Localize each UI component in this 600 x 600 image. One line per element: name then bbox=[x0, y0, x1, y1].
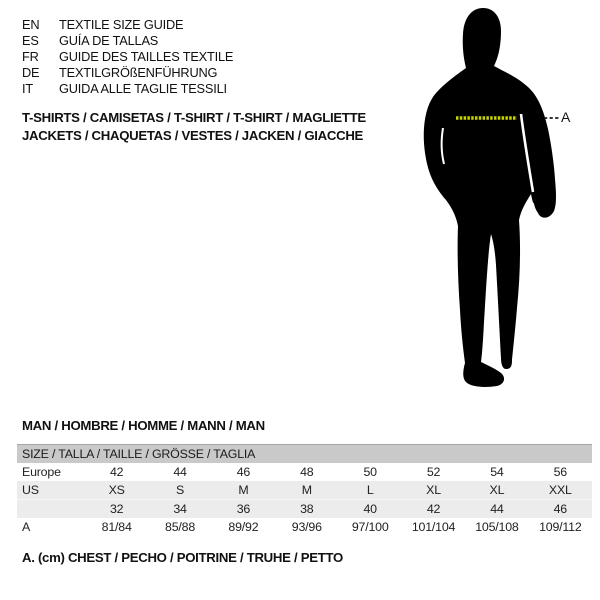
cell: XL bbox=[465, 481, 528, 500]
cell: 101/104 bbox=[411, 520, 456, 534]
language-code: EN bbox=[22, 17, 40, 32]
cell: 46 bbox=[236, 465, 251, 479]
cell: S bbox=[148, 481, 211, 500]
cell: 54 bbox=[490, 465, 504, 479]
cell: 34 bbox=[148, 500, 211, 519]
category-lines bbox=[22, 109, 366, 145]
measurement-label-a: A bbox=[561, 109, 571, 125]
cell: 44 bbox=[465, 500, 528, 519]
table-row-us bbox=[17, 481, 592, 500]
cell: 81/84 bbox=[101, 520, 132, 534]
cell: 85/88 bbox=[165, 520, 196, 534]
language-row-it bbox=[22, 81, 233, 97]
cell: XL bbox=[402, 481, 465, 500]
cell: M bbox=[275, 481, 338, 500]
cell: 105/108 bbox=[475, 520, 519, 534]
language-row-es bbox=[22, 33, 233, 49]
language-label: GUIDE DES TAILLES TEXTILE bbox=[59, 49, 234, 64]
man-silhouette bbox=[424, 8, 556, 387]
table-row-europe bbox=[17, 463, 592, 481]
size-table bbox=[17, 444, 592, 536]
cell: XS bbox=[85, 481, 148, 500]
cell: 93/96 bbox=[291, 520, 322, 534]
language-label: TEXTILGRÖßENFÜHRUNG bbox=[59, 65, 218, 80]
size-table-header-row bbox=[17, 445, 592, 464]
language-row-fr bbox=[22, 49, 233, 65]
cell: 44 bbox=[173, 465, 187, 479]
cell: 89/92 bbox=[228, 520, 259, 534]
cell: 109/112 bbox=[539, 520, 582, 534]
cell: 42 bbox=[402, 500, 465, 519]
language-code: FR bbox=[22, 49, 39, 64]
cell: XXL bbox=[529, 481, 592, 500]
language-code: IT bbox=[22, 81, 33, 96]
language-label: GUIDA ALLE TAGLIE TESSILI bbox=[59, 81, 227, 96]
language-row-de bbox=[22, 65, 233, 81]
cell: 56 bbox=[553, 465, 567, 479]
table-row-chest-a bbox=[17, 518, 592, 536]
cell: L bbox=[339, 481, 402, 500]
cell: 32 bbox=[85, 500, 148, 519]
row-label: Europe bbox=[22, 465, 61, 479]
cell: 42 bbox=[109, 465, 124, 479]
language-code: DE bbox=[22, 65, 40, 80]
row-label bbox=[17, 500, 85, 519]
cell: M bbox=[212, 481, 275, 500]
cell: 50 bbox=[363, 465, 377, 479]
language-label: TEXTILE SIZE GUIDE bbox=[59, 17, 184, 32]
language-row-en bbox=[22, 17, 233, 33]
man-silhouette-figure bbox=[370, 0, 600, 400]
cell: 46 bbox=[529, 500, 592, 519]
cell: 38 bbox=[275, 500, 338, 519]
cell: 36 bbox=[212, 500, 275, 519]
table-row-alt-us bbox=[17, 500, 592, 519]
cell: 48 bbox=[300, 465, 314, 479]
size-section-title: MAN / HOMBRE / HOMME / MANN / MAN bbox=[22, 418, 265, 433]
cell: 40 bbox=[339, 500, 402, 519]
category-line-jackets: JACKETS / CHAQUETAS / VESTES / JACKEN / GIACCHE bbox=[22, 128, 364, 143]
size-table-header: SIZE / TALLA / TAILLE / GRÖSSE / TAGLIA bbox=[17, 445, 592, 464]
cell: 52 bbox=[426, 465, 441, 479]
category-line-tshirts: T-SHIRTS / CAMISETAS / T-SHIRT / T-SHIRT / MAGLIETTE bbox=[22, 110, 366, 125]
measurement-footnote: A. (cm) CHEST / PECHO / POITRINE / TRUHE / PETTO bbox=[22, 550, 343, 565]
cell: 97/100 bbox=[351, 520, 389, 534]
language-list bbox=[22, 17, 233, 97]
row-label: US bbox=[17, 481, 85, 500]
language-label: GUÍA DE TALLAS bbox=[59, 33, 159, 48]
row-label: A bbox=[22, 520, 31, 534]
language-code: ES bbox=[22, 33, 39, 48]
